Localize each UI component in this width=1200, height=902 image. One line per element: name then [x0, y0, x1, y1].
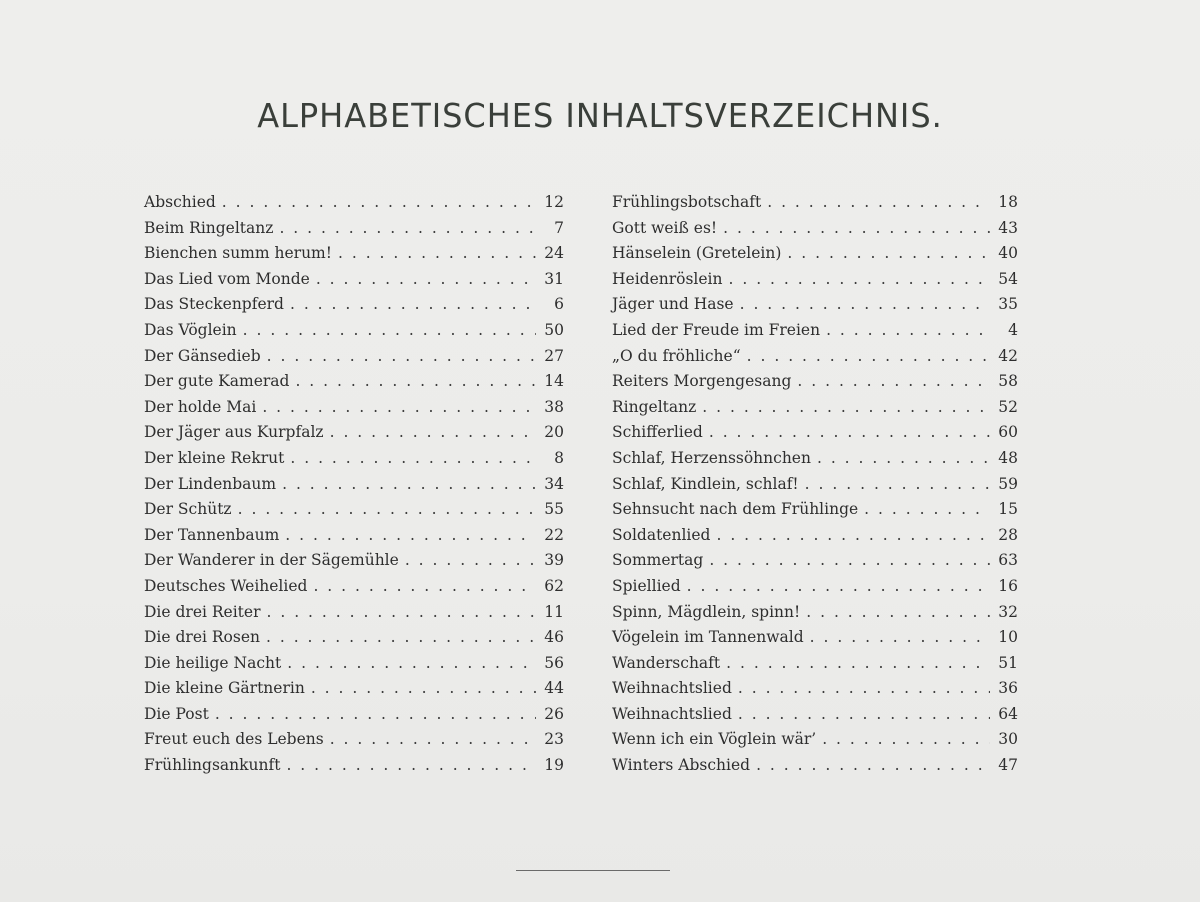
entry-page-number: 64 — [998, 704, 1018, 723]
index-entry — [612, 267, 1018, 293]
entry-title: Der Wanderer in der Sägemühle — [144, 551, 399, 570]
entry-page-number: 47 — [998, 756, 1018, 775]
entry-title: Der Schütz — [144, 500, 232, 519]
entry-title: Die Post — [144, 704, 209, 723]
dot-leader — [787, 241, 990, 267]
index-entry — [144, 574, 564, 600]
entry-title: Sommertag — [612, 551, 704, 570]
entry-title: Sehnsucht nach dem Frühlinge — [612, 500, 859, 519]
dot-leader — [290, 446, 536, 472]
entry-page-number: 32 — [998, 602, 1018, 621]
dot-leader — [806, 600, 990, 626]
entry-title: Winters Abschied — [612, 756, 751, 775]
closing-rule — [516, 870, 670, 871]
entry-title: Die kleine Gärtnerin — [144, 679, 305, 698]
index-entry — [612, 216, 1018, 242]
entry-title: Beim Ringeltanz — [144, 218, 274, 237]
index-entry — [144, 702, 564, 728]
index-column-right — [612, 190, 1018, 779]
dot-leader — [238, 497, 536, 523]
entry-title: Vögelein im Tannenwald — [612, 628, 804, 647]
index-entry — [144, 369, 564, 395]
index-entry — [612, 395, 1018, 421]
entry-title: Die heilige Nacht — [144, 653, 282, 672]
index-entry — [612, 523, 1018, 549]
dot-leader — [702, 395, 990, 421]
entry-page-number: 36 — [998, 679, 1018, 698]
entry-title: Der Lindenbaum — [144, 474, 277, 493]
index-entry — [144, 318, 564, 344]
index-entry — [612, 753, 1018, 779]
entry-page-number: 59 — [998, 474, 1018, 493]
entry-title: Der kleine Rekrut — [144, 448, 285, 467]
index-entry — [612, 292, 1018, 318]
dot-leader — [805, 472, 990, 498]
index-entry — [144, 472, 564, 498]
entry-title: Das Lied vom Monde — [144, 269, 310, 288]
dot-leader — [311, 676, 536, 702]
entry-page-number: 10 — [998, 628, 1018, 647]
entry-page-number: 28 — [998, 525, 1018, 544]
dot-leader — [330, 727, 536, 753]
entry-page-number: 63 — [998, 551, 1018, 570]
entry-page-number: 60 — [998, 423, 1018, 442]
index-entry — [612, 548, 1018, 574]
dot-leader — [726, 651, 990, 677]
dot-leader — [243, 318, 536, 344]
dot-leader — [709, 420, 990, 446]
index-entry — [612, 472, 1018, 498]
entry-title: Soldatenlied — [612, 525, 711, 544]
entry-title: Deutsches Weihelied — [144, 576, 308, 595]
index-entry — [144, 446, 564, 472]
entry-page-number: 18 — [998, 193, 1018, 211]
index-entry — [144, 651, 564, 677]
dot-leader — [740, 292, 990, 318]
dot-leader — [295, 369, 536, 395]
index-entry — [144, 727, 564, 753]
index-entry — [612, 702, 1018, 728]
index-entry — [612, 600, 1018, 626]
dot-leader — [716, 523, 990, 549]
index-entry — [612, 344, 1018, 370]
dot-leader — [767, 190, 990, 216]
entry-page-number: 52 — [998, 397, 1018, 416]
dot-leader — [290, 292, 536, 318]
dot-leader — [687, 574, 990, 600]
dot-leader — [817, 446, 990, 472]
index-entry — [144, 548, 564, 574]
entry-page-number: 39 — [544, 551, 564, 570]
entry-page-number: 51 — [998, 653, 1018, 672]
entry-page-number: 44 — [544, 679, 564, 698]
entry-page-number: 40 — [998, 244, 1018, 263]
index-column-left — [144, 190, 564, 779]
entry-title: Der Tannenbaum — [144, 525, 280, 544]
index-entry — [144, 216, 564, 242]
entry-page-number: 11 — [544, 602, 564, 621]
dot-leader — [797, 369, 990, 395]
dot-leader — [282, 472, 536, 498]
dot-leader — [738, 676, 990, 702]
dot-leader — [822, 727, 990, 753]
dot-leader — [262, 395, 536, 421]
entry-page-number: 62 — [544, 576, 564, 595]
entry-page-number: 4 — [1008, 320, 1018, 339]
entry-page-number: 34 — [544, 474, 564, 493]
entry-title: Schlaf, Herzenssöhnchen — [612, 448, 811, 467]
entry-page-number: 15 — [998, 500, 1018, 519]
dot-leader — [267, 344, 536, 370]
index-entry — [144, 676, 564, 702]
index-entry — [144, 190, 564, 216]
entry-page-number: 56 — [544, 653, 564, 672]
entry-title: Die drei Reiter — [144, 602, 261, 621]
index-entry — [612, 651, 1018, 677]
entry-page-number: 7 — [554, 218, 564, 237]
entry-title: Schlaf, Kindlein, schlaf! — [612, 474, 799, 493]
entry-title: Abschied — [144, 193, 216, 211]
dot-leader — [215, 702, 536, 728]
entry-page-number: 8 — [554, 448, 564, 467]
entry-title: Lied der Freude im Freien — [612, 320, 821, 339]
dot-leader — [756, 753, 990, 779]
index-entry — [612, 446, 1018, 472]
dot-leader — [316, 267, 536, 293]
index-entry — [612, 420, 1018, 446]
entry-title: Heidenröslein — [612, 269, 723, 288]
page-title: ALPHABETISCHES INHALTSVERZEICHNIS. — [257, 96, 943, 135]
dot-leader — [810, 625, 990, 651]
dot-leader — [338, 241, 536, 267]
entry-page-number: 20 — [544, 423, 564, 442]
index-entry — [144, 292, 564, 318]
entry-page-number: 35 — [998, 295, 1018, 314]
entry-title: Der holde Mai — [144, 397, 257, 416]
entry-page-number: 42 — [998, 346, 1018, 365]
entry-title: Spiellied — [612, 576, 681, 595]
entry-page-number: 22 — [544, 525, 564, 544]
index-entry — [612, 318, 1018, 344]
index-entry — [612, 727, 1018, 753]
entry-title: Wenn ich ein Vöglein wär’ — [612, 730, 817, 749]
index-entry — [612, 574, 1018, 600]
dot-leader — [405, 548, 536, 574]
dot-leader — [738, 702, 990, 728]
dot-leader — [279, 216, 536, 242]
entry-title: Das Vöglein — [144, 320, 237, 339]
index-entry — [612, 625, 1018, 651]
entry-page-number: 26 — [544, 704, 564, 723]
entry-page-number: 54 — [998, 269, 1018, 288]
entry-page-number: 43 — [998, 218, 1018, 237]
entry-title: Wanderschaft — [612, 653, 721, 672]
dot-leader — [286, 753, 536, 779]
index-entry — [612, 241, 1018, 267]
dot-leader — [313, 574, 536, 600]
dot-leader — [709, 548, 990, 574]
index-entry — [144, 344, 564, 370]
entry-title: Das Steckenpferd — [144, 295, 284, 314]
entry-title: Weihnachtslied — [612, 704, 732, 723]
index-entry — [144, 523, 564, 549]
entry-page-number: 27 — [544, 346, 564, 365]
index-entry — [144, 753, 564, 779]
index-entry — [612, 676, 1018, 702]
entry-page-number: 14 — [544, 372, 564, 391]
index-entry — [144, 267, 564, 293]
index-entry — [144, 600, 564, 626]
entry-title: Hänselein (Gretelein) — [612, 244, 782, 263]
entry-title: Weihnachtslied — [612, 679, 732, 698]
index-entry — [144, 241, 564, 267]
entry-title: Ringeltanz — [612, 397, 697, 416]
dot-leader — [729, 267, 991, 293]
index-entry — [144, 625, 564, 651]
entry-page-number: 6 — [554, 295, 564, 314]
entry-page-number: 19 — [544, 756, 564, 775]
entry-page-number: 16 — [998, 576, 1018, 595]
entry-title: Der Gänsedieb — [144, 346, 261, 365]
index-entry — [144, 420, 564, 446]
dot-leader — [747, 344, 990, 370]
entry-title: Bienchen summ herum! — [144, 244, 332, 263]
dot-leader — [285, 523, 536, 549]
dot-leader — [266, 625, 536, 651]
dot-leader — [222, 190, 536, 216]
index-entry — [612, 497, 1018, 523]
entry-page-number: 58 — [998, 372, 1018, 391]
entry-title: Freut euch des Lebens — [144, 730, 324, 749]
entry-title: Reiters Morgengesang — [612, 372, 792, 391]
dot-leader — [826, 318, 990, 344]
entry-page-number: 55 — [544, 500, 564, 519]
entry-page-number: 48 — [998, 448, 1018, 467]
entry-title: Der Jäger aus Kurpfalz — [144, 423, 324, 442]
entry-page-number: 38 — [544, 397, 564, 416]
entry-page-number: 23 — [544, 730, 564, 749]
entry-title: Frühlingsbotschaft — [612, 193, 762, 211]
entry-title: „O du fröhliche“ — [612, 346, 741, 365]
entry-page-number: 50 — [544, 320, 564, 339]
dot-leader — [864, 497, 990, 523]
index-entry — [612, 369, 1018, 395]
entry-title: Gott weiß es! — [612, 218, 718, 237]
dot-leader — [267, 600, 537, 626]
entry-title: Spinn, Mägdlein, spinn! — [612, 602, 801, 621]
entry-page-number: 12 — [544, 193, 564, 211]
entry-title: Die drei Rosen — [144, 628, 260, 647]
entry-page-number: 31 — [544, 269, 564, 288]
entry-title: Schifferlied — [612, 423, 703, 442]
entry-title: Der gute Kamerad — [144, 372, 290, 391]
entry-page-number: 24 — [544, 244, 564, 263]
index-entry — [612, 190, 1018, 216]
entry-title: Jäger und Hase — [612, 295, 734, 314]
index-entry — [144, 497, 564, 523]
entry-page-number: 46 — [544, 628, 564, 647]
entry-page-number: 30 — [998, 730, 1018, 749]
dot-leader — [330, 420, 536, 446]
dot-leader — [287, 651, 536, 677]
dot-leader — [723, 216, 990, 242]
entry-title: Frühlingsankunft — [144, 756, 281, 775]
index-entry — [144, 395, 564, 421]
